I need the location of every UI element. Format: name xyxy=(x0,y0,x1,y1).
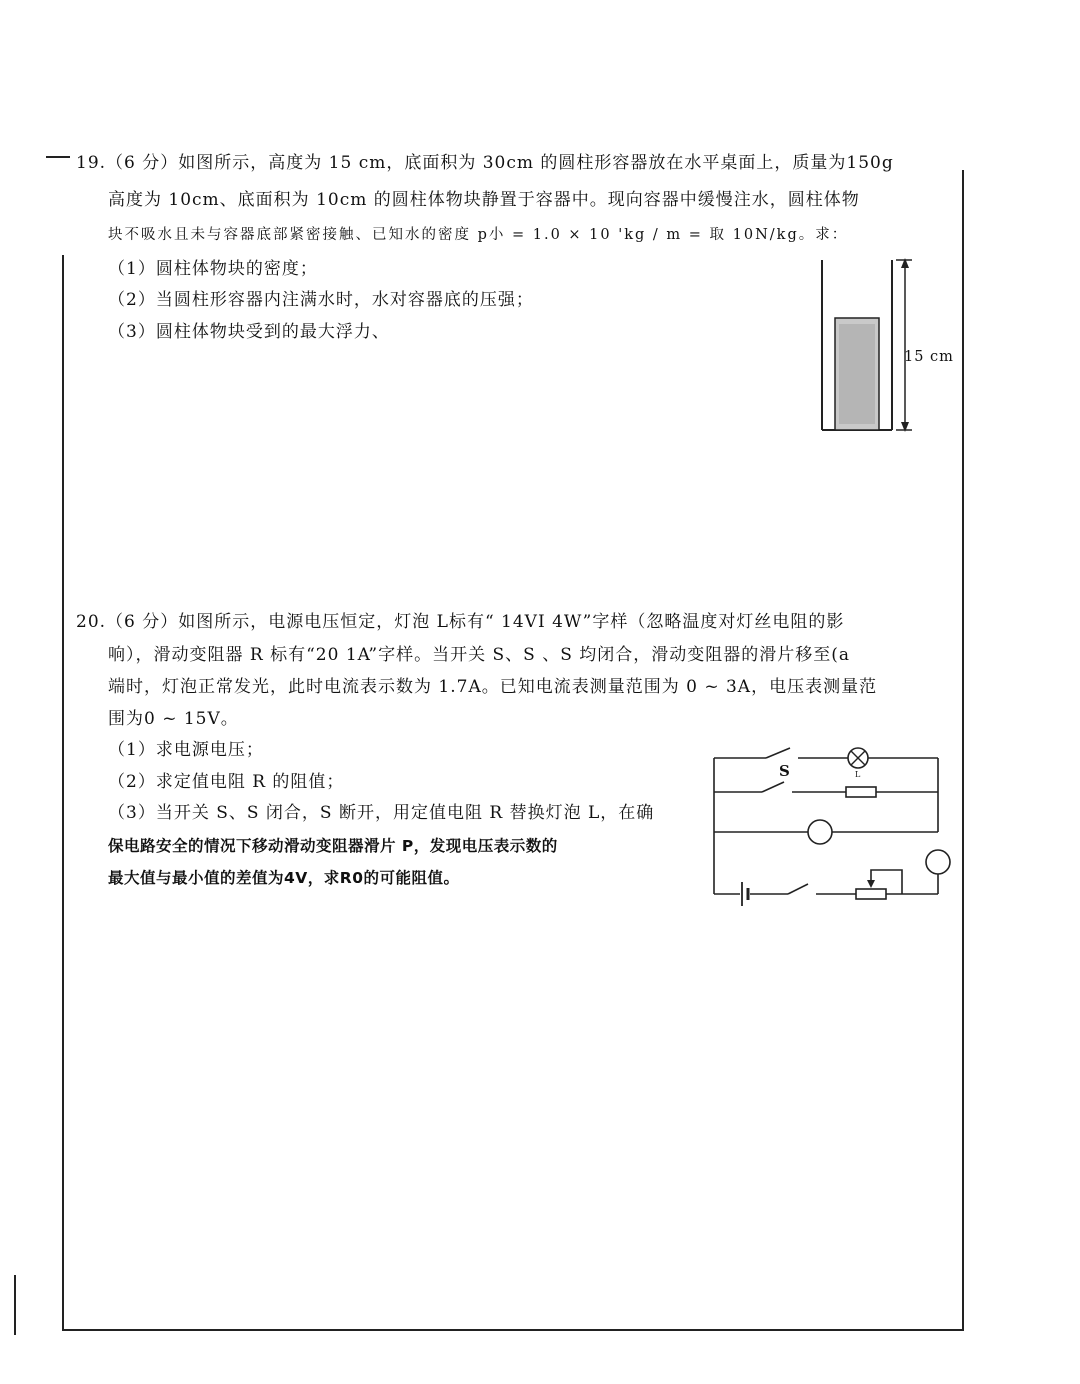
switch-s-second xyxy=(762,782,784,792)
lamp-l-symbol xyxy=(848,748,868,768)
voltmeter-symbol xyxy=(926,850,950,874)
cylinder-block-shade xyxy=(839,324,875,424)
switch-main xyxy=(788,884,808,894)
ammeter-symbol xyxy=(808,820,832,844)
circuit-diagram xyxy=(706,742,956,910)
q20-line-4: 围为0 ~ 15V。 xyxy=(108,709,239,729)
frame-left-mark xyxy=(14,1275,16,1335)
circuit-label-l: L xyxy=(855,770,862,779)
q19-sub-3: （3）圆柱体物块受到的最大浮力、 xyxy=(108,322,390,342)
q19-line-3: 块不吸水且未与容器底部紧密接触、已知水的密度 p小 = 1.0 × 10 'kg / m = 取 10N/kg。求： xyxy=(108,227,849,243)
q20-sub-1: （1）求电源电压； xyxy=(108,740,264,760)
q20-sub-2: （2）求定值电阻 R 的阻值； xyxy=(108,772,345,792)
frame-bottom-line xyxy=(62,1329,964,1331)
q19-line-1: 19.（6 分）如图所示，高度为 15 cm，底面积为 30cm 的圆柱形容器放在水平桌面上，质量为150g xyxy=(76,153,894,173)
q20-line-1: 20.（6 分）如图所示，电源电压恒定，灯泡 L标有“ 14VI 4W”字样（忽略温度对灯丝电阻的影 xyxy=(76,612,845,632)
q19-sub-1: （1）圆柱体物块的密度； xyxy=(108,259,318,279)
circuit-label-s: S xyxy=(779,762,791,780)
q20-sub-3-cont-2: 最大值与最小值的差值为4V，求R0的可能阻值。 xyxy=(108,869,460,887)
q19-sub-2: （2）当圆柱形容器内注满水时，水对容器底的压强； xyxy=(108,290,534,310)
fig-height-label: 15 cm xyxy=(904,349,954,365)
rheostat-r xyxy=(856,889,886,899)
q20-sub-3: （3）当开关 S、S 闭合，S 断开，用定值电阻 R 替换灯泡 L，在确 xyxy=(108,803,655,823)
q20-line-2: 响），滑动变阻器 R 标有“20 1A”字样。当开关 S、S 、S 均闭合，滑动变阻器的滑片移至(a xyxy=(108,645,851,665)
resistor-r0 xyxy=(846,787,876,797)
battery-symbol xyxy=(742,882,748,906)
q20-sub-3-cont: 保电路安全的情况下移动滑动变阻器滑片 P，发现电压表示数的 xyxy=(108,837,558,855)
frame-top-tick xyxy=(46,156,70,158)
frame-left-line xyxy=(62,255,64,1330)
cylinder-container-figure xyxy=(812,252,962,438)
q20-line-3: 端时，灯泡正常发光，此时电流表示数为 1.7A。已知电流表测量范围为 0 ~ 3A，电压表测量范 xyxy=(108,677,878,697)
q19-line-2: 高度为 10cm、底面积为 10cm 的圆柱体物块静置于容器中。现向容器中缓慢注水，圆柱体物 xyxy=(108,190,860,210)
switch-s-top xyxy=(766,748,790,758)
frame-right-line xyxy=(962,170,964,1330)
